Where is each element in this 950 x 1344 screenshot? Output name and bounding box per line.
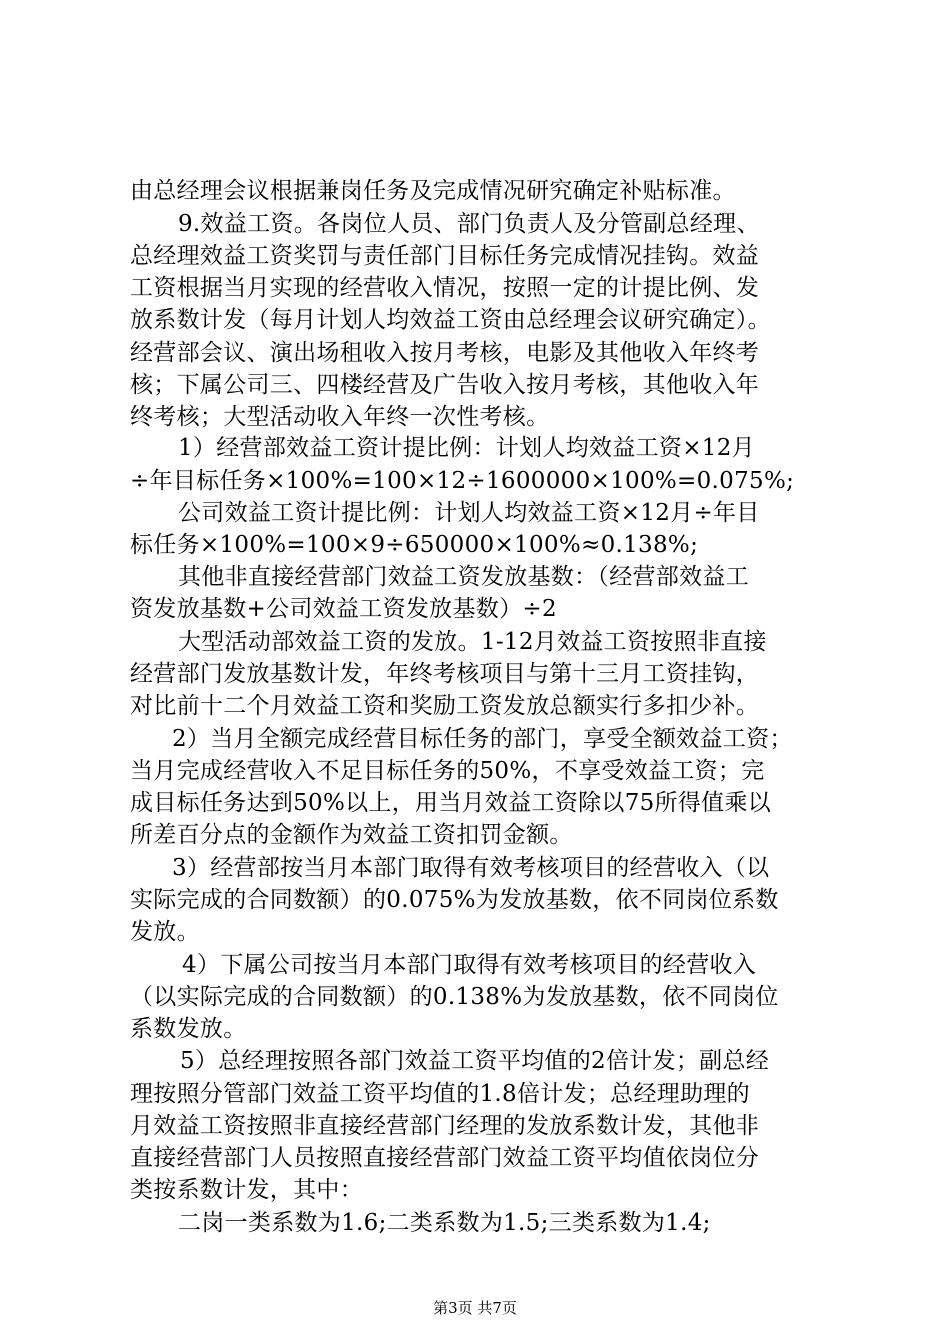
- text-line: 5）总经理按照各部门效益工资平均值的2倍计发；副总经: [180, 1048, 770, 1074]
- text-line: 发放。: [130, 919, 200, 945]
- text-line: 实际完成的合同数额）的0.075%为发放基数，依不同岗位系数: [130, 887, 779, 913]
- text-line: 资发放基数+公司效益工资发放基数）÷2: [130, 596, 557, 622]
- text-line: 月效益工资按照非直接经营部门经理的发放系数计发，其他非: [130, 1113, 760, 1139]
- text-line: 理按照分管部门效益工资平均值的1.8倍计发；总经理助理的: [130, 1081, 750, 1107]
- text-line: 大型活动部效益工资的发放。1-12月效益工资按照非直接: [178, 629, 767, 655]
- text-line: 公司效益工资计提比例：计划人均效益工资×12月÷年目: [178, 500, 760, 526]
- text-line: 所差百分点的金额作为效益工资扣罚金额。: [130, 822, 573, 848]
- text-line: 其他非直接经营部门效益工资发放基数：（经营部效益工: [178, 564, 749, 590]
- text-line: 放系数计发（每月计划人均效益工资由总经理会议研究确定）。: [130, 307, 771, 333]
- text-line: 终考核；大型活动收入年终一次性考核。: [130, 404, 550, 430]
- text-line: 工资根据当月实现的经营收入情况，按照一定的计提比例、发: [130, 275, 760, 301]
- text-line: 经营部会议、演出场租收入按月考核，电影及其他收入年终考: [130, 340, 760, 366]
- text-line: 直接经营部门人员按照直接经营部门效益工资平均值依岗位分: [130, 1145, 760, 1171]
- text-line: ÷年目标任务×100%=100×12÷1600000×100%=0.075%;: [130, 468, 795, 494]
- text-line: 当月完成经营收入不足目标任务的50%，不享受效益工资；完: [130, 758, 765, 784]
- text-line: 由总经理会议根据兼岗任务及完成情况研究确定补贴标准。: [130, 178, 736, 204]
- page-number: 第3页 共7页: [433, 1299, 517, 1317]
- text-line: 类按系数计发，其中：: [130, 1177, 363, 1203]
- text-line: 对比前十二个月效益工资和奖励工资发放总额实行多扣少补。: [130, 693, 760, 719]
- text-line: 总经理效益工资奖罚与责任部门目标任务完成情况挂钩。效益: [130, 243, 760, 269]
- text-line: 成目标任务达到50%以上，用当月效益工资除以75所得值乘以: [130, 790, 772, 816]
- text-line: 9.效益工资。各岗位人员、部门负责人及分管副总经理、: [178, 211, 760, 237]
- text-line: 标任务×100%=100×9÷650000×100%≈0.138%;: [130, 532, 699, 558]
- text-line: 经营部门发放基数计发，年终考核项目与第十三月工资挂钩，: [130, 661, 760, 687]
- text-line: 系数发放。: [130, 1016, 247, 1042]
- text-line: 1）经营部效益工资计提比例：计划人均效益工资×12月: [178, 435, 755, 461]
- text-line: （以实际完成的合同数额）的0.138%为发放基数，依不同岗位: [130, 984, 779, 1010]
- text-line: 2）当月全额完成经营目标任务的部门，享受全额效益工资；: [172, 726, 793, 752]
- text-line: 二岗一类系数为1.6;二类系数为1.5;三类系数为1.4;: [178, 1210, 711, 1236]
- text-line: 核；下属公司三、四楼经营及广告收入按月考核，其他收入年: [130, 372, 760, 398]
- text-line: 3）经营部按当月本部门取得有效考核项目的经营收入（以: [172, 855, 770, 881]
- text-line: 4）下属公司按当月本部门取得有效考核项目的经营收入: [182, 952, 757, 978]
